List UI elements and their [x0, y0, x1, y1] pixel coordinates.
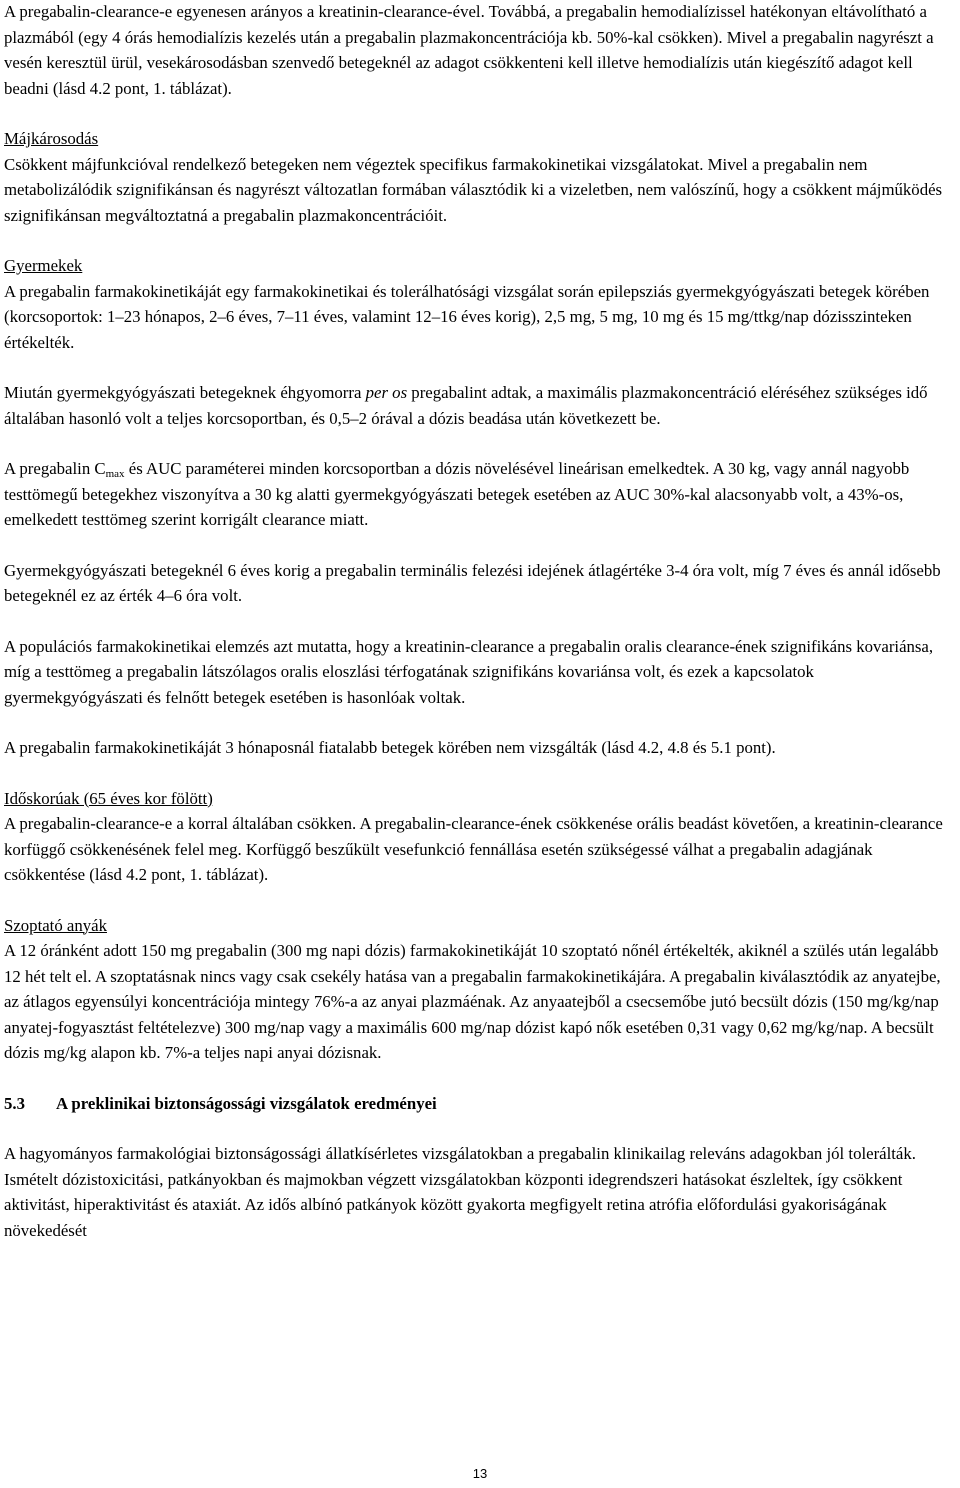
children-paragraph-3 [4, 456, 954, 533]
elderly-heading: Időskorúak (65 éves kor fölött) [4, 788, 213, 808]
text-run: Miután gyermekgyógyászati betegeknek éhgyomorra [4, 383, 366, 402]
section-5-3-heading [4, 1091, 954, 1117]
liver-impairment-heading: Májkárosodás [4, 129, 99, 148]
document-page [4, 0, 954, 1243]
text-run: A pregabalin C [4, 459, 106, 478]
renal-clearance-paragraph: A pregabalin-clearance-e egyenesen arányos a kreatinin-clearance-ével. Továbbá, a pregabalin hemodialízissel hatékonyan eltávolítható a plazmából (egy 4 órás hemodialízis kezelés után a pregabalin plazmakoncentrációja kb. 50%-kal csökken). Mivel a pregabalin nagyrészt a vesén keresztül ürül, vesekárosodásban szenvedő betegeknél az adagot csökkenteni kell illetve hemodialízis után kiegészítő adagot kell beadni (lásd 4.2 pont, 1. táblázat). [4, 2, 934, 98]
liver-impairment-paragraph: Csökkent májfunkcióval rendelkező betegeken nem végeztek specifikus farmakokinetikai vizsgálatokat. Mivel a pregabalin nem metabolizálódik szignifikánsan és nagyrészt változatlan formában választódik ki a vizeletben, nem valószínű, hogy a csökkent májműködés szignifikánsan megváltoztatná a pregabalin plazmakoncentrációit. [4, 154, 943, 225]
text-run: és AUC paraméterei minden korcsoportban a dózis növelésével lineárisan emelkedtek. A 30 kg, vagy annál nagyobb testtömegű betegekhez viszonyítva a 30 kg alatti gyermekgyógyászati betegek esetében az AUC 30%-kal alacsonyabb volt, a 43%-os, emelkedett testtömeg szerint korrigált clearance miatt. [4, 459, 910, 529]
children-paragraph-5: A populációs farmakokinetikai elemzés azt mutatta, hogy a kreatinin-clearance a pregabalin oralis clearance-ének szignifikáns kovariánsa, míg a testtömeg a pregabalin látszólagos oralis eloszlási térfogatának szignifikáns kovariánsa volt, és ezek a kapcsolatok gyermekgyógyászati és felnőtt betegek esetében is hasonlóak voltak. [4, 636, 934, 707]
children-heading: Gyermekek [4, 256, 83, 275]
text-run: pregabalint adtak, a maximális plazmakoncentráció eléréséhez szükséges idő általában hasonló volt a teljes korcsoportban, és 0,5–2 órával a dózis beadása után következett be. [4, 383, 928, 428]
children-paragraph-4: Gyermekgyógyászati betegeknél 6 éves korig a pregabalin terminális felezési idejének átlagértéke 3-4 óra volt, míg 7 éves és annál idősebb betegeknél ez az érték 4–6 óra volt. [4, 560, 941, 605]
subscript: max [105, 468, 125, 480]
children-paragraph-2 [4, 380, 954, 431]
nursing-mothers-heading: Szoptató anyák [4, 915, 107, 935]
section-number: 5.3 [4, 1093, 25, 1113]
nursing-mothers-paragraph: A 12 óránként adott 150 mg pregabalin (300 mg napi dózis) farmakokinetikáját 10 szoptató nőnél értékelték, akiknél a szülés után legalább 12 hét telt el. A szoptatásnak nincs vagy csak csekély hatása van a pregabalin farmakokinetikájára. A pregabalin kiválasztódik az anyatejbe, az átlagos egyensúlyi koncentrációja mintegy 76%-a az anyai plazmáénak. Az anyaatejből a csecsemőbe jutó becsült dózis (150 mg/kg/nap anyatej-fogyasztást feltételezve) 300 mg/nap vagy a maximális 600 mg/nap dózist kapó nők esetében 0,31 vagy 0,62 mg/kg/nap. A becsült dózis mg/kg alapon kb. 7%-a teljes napi anyai dózisnak. [4, 941, 941, 1062]
children-paragraph-1: A pregabalin farmakokinetikáját egy farmakokinetikai és tolerálhatósági vizsgálat során epilepsziás gyermekgyógyászati betegek körében (korcsoportok: 1–23 hónapos, 2–6 éves, 7–11 éves, valamint 12–16 éves korig), 2,5 mg, 5 mg, 10 mg és 15 mg/ttkg/nap dózisszinteken értékelték. [4, 281, 930, 352]
elderly-paragraph: A pregabalin-clearance-e a korral általában csökken. A pregabalin-clearance-ének csökkenése orális beadást követően, a kreatinin-clearance korfüggő csökkenésének felel meg. Korfüggő beszűkült vesefunkció fennállása esetén szükségessé válhat a pregabalin adagjának csökkentése (lásd 4.2 pont, 1. táblázat). [4, 814, 943, 884]
section-title: A preklinikai biztonságossági vizsgálatok eredményei [56, 1093, 437, 1113]
page-number: 13 [472, 1466, 488, 1481]
italic-term: per os [365, 383, 408, 402]
children-paragraph-6: A pregabalin farmakokinetikáját 3 hónaposnál fiatalabb betegek körében nem vizsgálták (lásd 4.2, 4.8 és 5.1 pont). [4, 738, 776, 757]
preclinical-paragraph: A hagyományos farmakológiai biztonságossági állatkísérletes vizsgálatokban a pregabalin klinikailag releváns adagokban jól tolerálták. Ismételt dózistoxicitási, patkányokban és majmokban végzett vizsgálatokban központi idegrendszeri hatásokat észleltek, így csökkent aktivitást, hiperaktivitást és ataxiát. Az idős albínó patkányok között gyakorta megfigyelt retina atrófia előfordulási gyakoriságának növekedését [4, 1144, 916, 1240]
